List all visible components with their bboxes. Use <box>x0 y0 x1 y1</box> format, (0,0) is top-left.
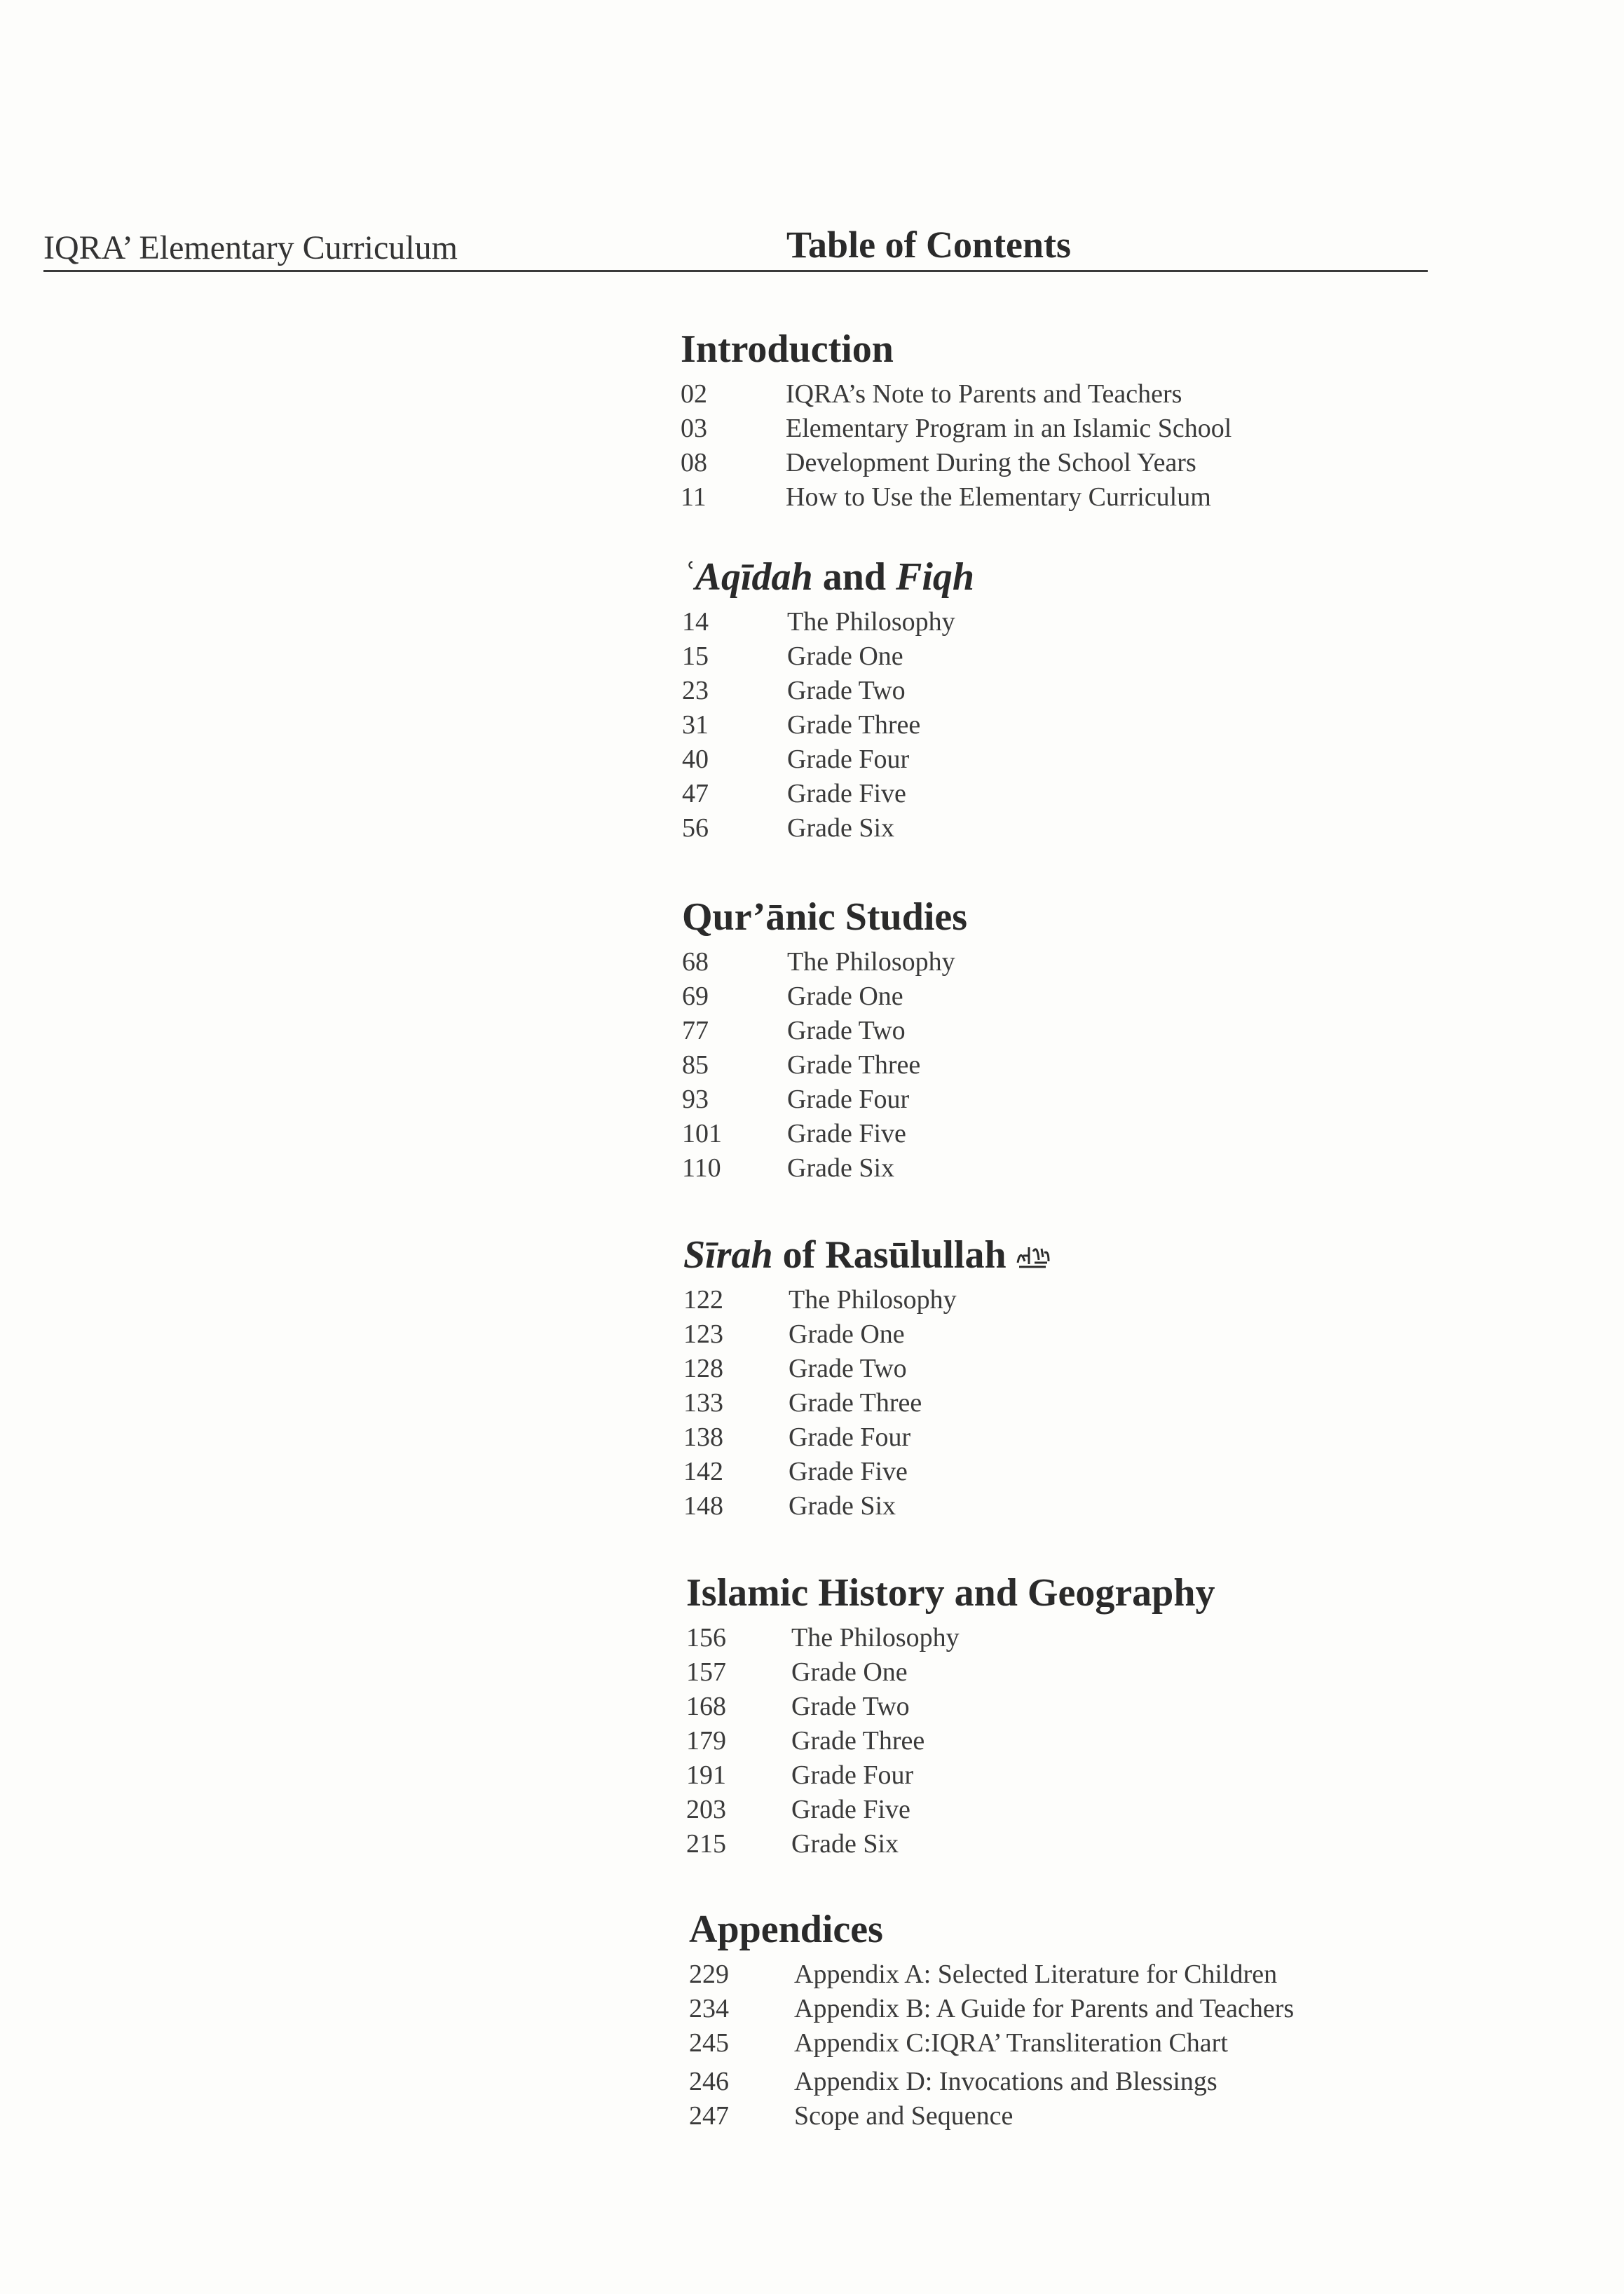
section-aqidah-fiqh <box>682 557 974 846</box>
page-number: 69 <box>682 982 709 1011</box>
toc-entry[interactable] <box>683 1455 1051 1489</box>
header-divider <box>43 270 1428 272</box>
entry-label: Grade Six <box>787 1153 895 1183</box>
entry-label: Grade Six <box>789 1491 896 1521</box>
toc-entry[interactable] <box>683 1283 1051 1317</box>
section-title: Appendices <box>689 1908 883 1951</box>
toc-entry[interactable] <box>689 2099 1294 2133</box>
page-number: 133 <box>683 1388 723 1418</box>
entry-label: Grade Three <box>787 710 921 740</box>
entry-label: Grade Two <box>787 1016 906 1045</box>
toc-entry[interactable] <box>689 2026 1294 2061</box>
page-number: 77 <box>682 1016 709 1045</box>
page-number: 02 <box>681 379 707 409</box>
toc-entry[interactable] <box>686 1793 1215 1827</box>
toc-entry[interactable] <box>682 605 974 639</box>
section-sirah <box>683 1235 1051 1523</box>
toc-entry[interactable] <box>682 945 967 979</box>
toc-entry[interactable] <box>682 1151 967 1186</box>
page-number: 247 <box>689 2101 729 2131</box>
salutation-calligraphy-icon <box>1014 1242 1051 1270</box>
toc-entry[interactable] <box>681 446 1231 480</box>
entry-label: Grade Two <box>791 1692 910 1721</box>
section-appendices <box>689 1910 1294 2133</box>
page-number: 11 <box>681 482 707 512</box>
page-number: 157 <box>686 1657 726 1687</box>
entry-label: Grade Four <box>789 1423 911 1452</box>
section-islamic-history-geography <box>686 1573 1215 1861</box>
page-number: 215 <box>686 1829 726 1859</box>
page-number: 85 <box>682 1050 709 1080</box>
page-number: 93 <box>682 1085 709 1114</box>
page-number: 138 <box>683 1423 723 1452</box>
page-number: 03 <box>681 414 707 443</box>
toc-entry[interactable] <box>686 1655 1215 1690</box>
entry-label: Scope and Sequence <box>794 2101 1014 2131</box>
entry-label: Grade Five <box>791 1795 910 1824</box>
page-number: 122 <box>683 1285 723 1315</box>
section-title: Introduction <box>681 327 894 371</box>
entry-label: Grade One <box>787 642 903 671</box>
toc-entry[interactable] <box>682 777 974 811</box>
page-number: 23 <box>682 676 709 705</box>
section-title: Qur’ānic Studies <box>682 895 968 939</box>
entry-label: Appendix C:IQRA’ Transliteration Chart <box>794 2028 1228 2058</box>
entry-label: Grade Five <box>789 1457 908 1486</box>
page-number: 179 <box>686 1726 726 1756</box>
toc-entry[interactable] <box>686 1758 1215 1793</box>
toc-entry[interactable] <box>682 742 974 777</box>
toc-entry[interactable] <box>686 1724 1215 1758</box>
page-number: 168 <box>686 1692 726 1721</box>
section-quranic-studies <box>682 897 967 1186</box>
toc-entry[interactable] <box>682 1117 967 1151</box>
page-number: 234 <box>689 1994 729 2023</box>
entry-label: How to Use the Elementary Curriculum <box>786 482 1211 512</box>
toc-entry[interactable] <box>682 674 974 708</box>
entry-label: The Philosophy <box>791 1623 960 1652</box>
page-number: 68 <box>682 947 709 977</box>
entry-label: Development During the School Years <box>786 448 1196 477</box>
toc-entry[interactable] <box>682 1082 967 1117</box>
toc-entry[interactable] <box>686 1827 1215 1861</box>
page-number: 245 <box>689 2028 729 2058</box>
page-number: 47 <box>682 779 709 808</box>
page-number: 40 <box>682 745 709 774</box>
entry-label: Grade Five <box>787 1119 906 1148</box>
entry-label: Grade Four <box>787 745 910 774</box>
toc-entry[interactable] <box>681 412 1231 446</box>
toc-entry[interactable] <box>683 1352 1051 1386</box>
page-number: 203 <box>686 1795 726 1824</box>
toc-entry[interactable] <box>682 1048 967 1082</box>
page-number: 08 <box>681 448 707 477</box>
page-title: Table of Contents <box>786 224 1072 266</box>
entry-label: The Philosophy <box>787 607 955 637</box>
toc-entry[interactable] <box>683 1317 1051 1352</box>
toc-entry[interactable] <box>689 1992 1294 2026</box>
page-number: 31 <box>682 710 709 740</box>
entry-label: Grade Four <box>791 1760 914 1790</box>
toc-entry[interactable] <box>683 1386 1051 1420</box>
toc-entry[interactable] <box>683 1420 1051 1455</box>
page-number: 148 <box>683 1491 723 1521</box>
entry-label: Grade Six <box>787 813 895 843</box>
toc-entry[interactable] <box>682 811 974 846</box>
entry-label: Appendix A: Selected Literature for Children <box>794 1960 1278 1989</box>
section-introduction <box>681 327 1232 515</box>
entry-label: The Philosophy <box>787 947 955 977</box>
toc-entry[interactable] <box>682 979 967 1014</box>
entry-label: Grade Four <box>787 1085 910 1114</box>
entry-label: Grade One <box>787 982 903 1011</box>
entry-label: Grade Three <box>789 1388 922 1418</box>
section-title: Sīrah of Rasūlullah <box>683 1235 1051 1275</box>
entry-label: Grade Two <box>787 676 906 705</box>
toc-entry[interactable] <box>686 1690 1215 1724</box>
page-number: 246 <box>689 2067 729 2096</box>
page-number: 123 <box>683 1319 723 1349</box>
toc-entry[interactable] <box>682 1014 967 1048</box>
entry-label: Grade Six <box>791 1829 899 1859</box>
toc-entry[interactable] <box>682 639 974 674</box>
entry-label: Grade Two <box>789 1354 907 1383</box>
toc-entry[interactable] <box>686 1621 1215 1655</box>
page-number: 191 <box>686 1760 726 1790</box>
toc-entry[interactable] <box>681 377 1231 412</box>
page-number: 142 <box>683 1457 723 1486</box>
page-number: 56 <box>682 813 709 843</box>
toc-entry[interactable] <box>683 1489 1051 1523</box>
section-title: Islamic History and Geography <box>686 1571 1215 1615</box>
page-number: 14 <box>682 607 709 637</box>
entry-label: Grade Five <box>787 779 906 808</box>
entry-label: Grade Three <box>787 1050 921 1080</box>
toc-entry[interactable] <box>682 708 974 742</box>
page-number: 101 <box>682 1119 722 1148</box>
toc-entry[interactable] <box>689 1957 1294 1992</box>
entry-label: Appendix D: Invocations and Blessings <box>794 2067 1217 2096</box>
section-title: ʿAqīdah and Fiqh <box>682 555 975 599</box>
entry-label: Elementary Program in an Islamic School <box>786 414 1232 443</box>
page-number: 128 <box>683 1354 723 1383</box>
toc-entry[interactable] <box>689 2065 1294 2099</box>
entry-label: Grade Three <box>791 1726 925 1756</box>
entry-label: Grade One <box>791 1657 908 1687</box>
entry-label: IQRA’s Note to Parents and Teachers <box>786 379 1182 409</box>
running-header: IQRA’ Elementary Curriculum <box>43 229 458 266</box>
toc-entry[interactable] <box>681 480 1231 515</box>
page-number: 15 <box>682 642 709 671</box>
page-number: 110 <box>682 1153 721 1183</box>
entry-label: The Philosophy <box>789 1285 957 1315</box>
entry-label: Grade One <box>789 1319 905 1349</box>
entry-label: Appendix B: A Guide for Parents and Teachers <box>794 1994 1295 2023</box>
page-number: 156 <box>686 1623 726 1652</box>
page-number: 229 <box>689 1960 729 1989</box>
